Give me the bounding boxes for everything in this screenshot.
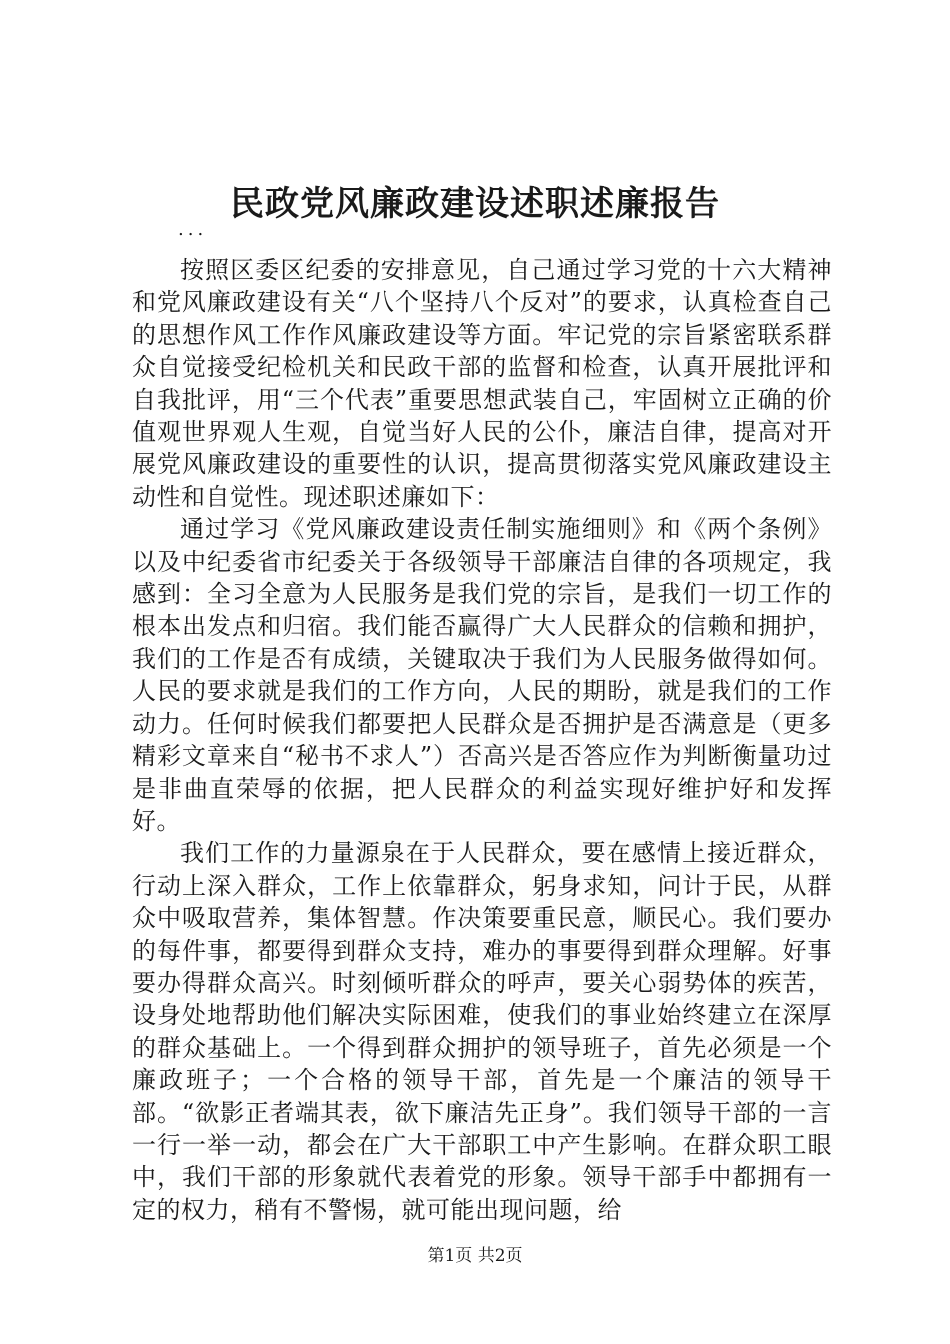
body-paragraph: 按照区委区纪委的安排意见，自己通过学习党的十六大精神和党风廉政建设有关“八个坚持八个反对”的要求，认真检查自己的思想作风工作作风廉政建设等方面。牢记党的宗旨紧密联系群众自觉接受纪检机关和民政干部的监督和检查，认真开展批评和自我批评，用“三个代表”重要思想武装自己，牢固树立正确的价值观世界观人生观，自觉当好人民的公仆，廉洁自律，提高对开展党风廉政建设的重要性的认识，提高贯彻落实党风廉政建设主动性和自觉性。现述职述廉如下： <box>132 256 832 511</box>
body-paragraph: 通过学习《党风廉政建设责任制实施细则》和《两个条例》以及中纪委省市纪委关于各级领导干部廉洁自律的各项规定，我感到：全习全意为人民服务是我们党的宗旨，是我们一切工作的根本出发点和归宿。我们能否赢得广大人民群众的信赖和拥护，我们的工作是否有成绩，关键取决于我们为人民服务做得如何。人民的要求就是我们的工作方向，人民的期盼，就是我们的工作动力。任何时候我们都要把人民群众是否拥护是否满意是（更多精彩文章来自“秘书不求人”）否高兴是否答应作为判断衡量功过是非曲直荣辱的依据，把人民群众的利益实现好维护好和发挥好。 <box>132 515 832 835</box>
page-footer: 第1页 共2页 <box>427 1246 523 1266</box>
ellipsis-marker: ... <box>178 219 208 240</box>
document-title: 民政党风廉政建设述职述廉报告 <box>230 184 720 224</box>
document-body <box>132 254 832 1226</box>
body-paragraph: 我们工作的力量源泉在于人民群众，要在感情上接近群众，行动上深入群众，工作上依靠群众，躬身求知，问计于民，从群众中吸取营养，集体智慧。作决策要重民意，顺民心。我们要办的每件事，都要得到群众支持，难办的事要得到群众理解。好事要办得群众高兴。时刻倾听群众的呼声，要关心弱势体的疾苦，设身处地帮助他们解决实际困难，使我们的事业始终建立在深厚的群众基础上。一个得到群众拥护的领导班子，首先必须是一个廉政班子；一个合格的领导干部，首先是一个廉洁的领导干部。“欲影正者端其表，欲下廉洁先正身”。我们领导干部的一言一行一举一动，都会在广大干部职工中产生影响。在群众职工眼中，我们干部的形象就代表着党的形象。领导干部手中都拥有一定的权力，稍有不警惕，就可能出现问题，给 <box>132 839 832 1224</box>
